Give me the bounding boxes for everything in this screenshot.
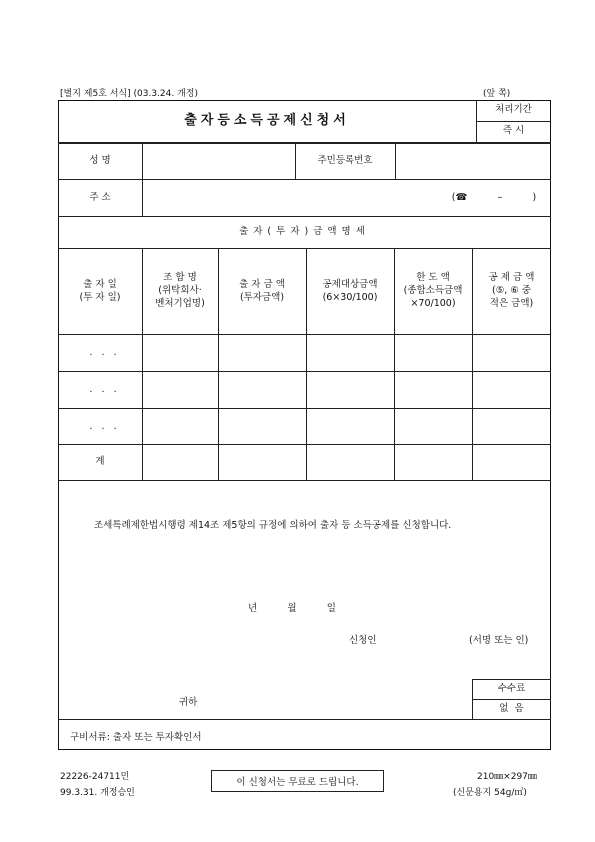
name-field[interactable] <box>143 143 295 179</box>
address-field[interactable] <box>143 180 443 216</box>
phone-hint: (☎ – ) <box>451 191 537 203</box>
column-header-deduction-amount: 공 제 금 액 (⑤, ⑥ 중 적은 금액) <box>488 272 535 309</box>
column-header-date: 출 자 일 (투 자 일) <box>79 278 121 303</box>
addressee: 귀하 <box>179 697 198 708</box>
applicant-signature-field[interactable] <box>385 628 465 646</box>
column-header-deductible-amount: 공제대상금액 (6×30/100) <box>322 278 378 303</box>
paper-size: 210㎜×297㎜ <box>477 772 537 782</box>
form-code: 22226-24711민 <box>60 772 130 782</box>
processing-period-label: 처리기간 <box>495 104 532 116</box>
applicant-label: 신청인 <box>349 635 377 646</box>
name-label: 성 명 <box>89 154 111 166</box>
table-row-date[interactable]: . . . <box>83 383 117 395</box>
page-side-label: (앞 쪽) <box>483 89 511 99</box>
approval-date: 99.3.31. 개정승인 <box>60 788 135 798</box>
resident-id-label: 주민등록번호 <box>317 154 373 166</box>
fee-value: 없 음 <box>499 702 524 714</box>
form-title: 출자등소득공제신청서 <box>184 113 350 129</box>
paper-type: (신문용지 54g/㎡) <box>453 788 527 798</box>
column-header-fund-name: 조 합 명 (위탁회사· 벤처기업명) <box>155 272 205 309</box>
total-label: 계 <box>95 456 105 468</box>
date-line: 년 월 일 <box>248 603 336 614</box>
column-header-limit-amount: 한 도 액 (종합소득금액 ×70/100) <box>403 272 463 309</box>
detail-section-title: 출자(투자)금액명세 <box>239 226 370 238</box>
free-notice-text: 이 신청서는 무료로 드립니다. <box>236 777 359 788</box>
processing-period-value: 즉 시 <box>502 125 525 137</box>
fee-label: 수수료 <box>497 682 526 694</box>
table-row-date[interactable]: . . . <box>83 346 117 358</box>
table-row-date[interactable]: . . . <box>83 420 117 432</box>
resident-id-field[interactable] <box>396 143 551 179</box>
required-documents: 구비서류: 출자 또는 투자확인서 <box>70 732 202 743</box>
form-number: [별지 제5호 서식] (03.3.24. 개정) <box>60 89 198 99</box>
column-header-investment-amount: 출 자 금 액 (투자금액) <box>239 278 285 303</box>
address-label: 주 소 <box>89 191 111 203</box>
signature-hint: (서명 또는 인) <box>469 635 529 646</box>
free-notice <box>211 770 384 792</box>
application-statement: 조세특례제한법시행령 제14조 제5항의 규정에 의하여 출자 등 소득공제를 신청합니다. <box>94 520 452 531</box>
